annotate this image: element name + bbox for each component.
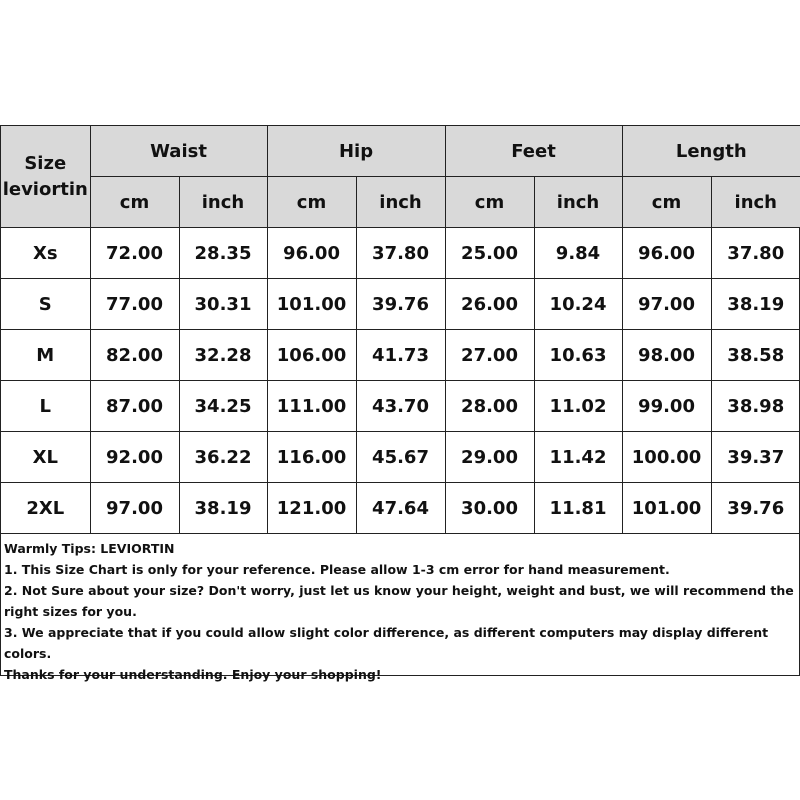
size-corner-header — [1, 126, 90, 228]
measurement-cell: 32.28 — [179, 330, 267, 381]
table-row — [1, 483, 800, 534]
header-row-units — [1, 177, 800, 228]
measurement-cell: 47.64 — [356, 483, 445, 534]
measurement-cell: 97.00 — [90, 483, 179, 534]
measurement-cell: 29.00 — [445, 432, 534, 483]
measurement-cell: 11.81 — [534, 483, 622, 534]
size-label-cell: S — [1, 279, 90, 330]
measurement-cell: 27.00 — [445, 330, 534, 381]
table-row — [1, 330, 800, 381]
measurement-cell: 77.00 — [90, 279, 179, 330]
size-label-cell: Xs — [1, 228, 90, 279]
measurement-cell: 28.00 — [445, 381, 534, 432]
table-row — [1, 432, 800, 483]
measurement-cell: 96.00 — [267, 228, 356, 279]
measurement-cell: 82.00 — [90, 330, 179, 381]
measurement-cell: 38.19 — [179, 483, 267, 534]
measurement-cell: 92.00 — [90, 432, 179, 483]
unit-header: inch — [534, 177, 622, 228]
measurement-cell: 101.00 — [267, 279, 356, 330]
measurement-cell: 10.24 — [534, 279, 622, 330]
tip-line: 1. This Size Chart is only for your reference. Please allow 1-3 cm error for hand measurement. — [4, 562, 670, 577]
tip-line: 3. We appreciate that if you could allow slight color difference, as different computers may display different colors. — [4, 625, 769, 661]
measurement-cell: 39.37 — [711, 432, 800, 483]
size-label-cell: L — [1, 381, 90, 432]
measurement-cell: 43.70 — [356, 381, 445, 432]
measurement-cell: 96.00 — [622, 228, 711, 279]
unit-header: cm — [90, 177, 179, 228]
measurement-cell: 106.00 — [267, 330, 356, 381]
size-label-cell: 2XL — [1, 483, 90, 534]
measurement-cell: 38.98 — [711, 381, 800, 432]
unit-header: inch — [179, 177, 267, 228]
measurement-cell: 97.00 — [622, 279, 711, 330]
measurement-cell: 38.58 — [711, 330, 800, 381]
size-label-cell: M — [1, 330, 90, 381]
measurement-cell: 116.00 — [267, 432, 356, 483]
measurement-cell: 39.76 — [356, 279, 445, 330]
measurement-cell: 39.76 — [711, 483, 800, 534]
measurement-cell: 25.00 — [445, 228, 534, 279]
tip-line: 2. Not Sure about your size? Don't worry, just let us know your height, weight and bust, we will recommend the right sizes for you. — [4, 583, 794, 619]
size-table — [1, 126, 800, 534]
measurement-cell: 36.22 — [179, 432, 267, 483]
tips-title: Warmly Tips: LEVIORTIN — [4, 541, 175, 556]
tips-section — [4, 538, 794, 685]
measurement-cell: 11.42 — [534, 432, 622, 483]
corner-line-2: leviortin — [2, 178, 88, 200]
measurement-cell: 37.80 — [356, 228, 445, 279]
measurement-cell: 34.25 — [179, 381, 267, 432]
measurement-cell: 26.00 — [445, 279, 534, 330]
unit-header: cm — [622, 177, 711, 228]
unit-header: inch — [711, 177, 800, 228]
group-header-length: Length — [622, 126, 800, 177]
measurement-cell: 100.00 — [622, 432, 711, 483]
measurement-cell: 30.31 — [179, 279, 267, 330]
table-body — [1, 228, 800, 534]
measurement-cell: 121.00 — [267, 483, 356, 534]
unit-header: cm — [267, 177, 356, 228]
measurement-cell: 37.80 — [711, 228, 800, 279]
measurement-cell: 28.35 — [179, 228, 267, 279]
unit-header: inch — [356, 177, 445, 228]
measurement-cell: 99.00 — [622, 381, 711, 432]
group-header-waist: Waist — [90, 126, 267, 177]
group-header-feet: Feet — [445, 126, 622, 177]
header-row-groups — [1, 126, 800, 177]
measurement-cell: 41.73 — [356, 330, 445, 381]
measurement-cell: 87.00 — [90, 381, 179, 432]
measurement-cell: 30.00 — [445, 483, 534, 534]
size-chart — [0, 125, 800, 682]
group-header-hip: Hip — [267, 126, 445, 177]
tip-line: Thanks for your understanding. Enjoy your shopping! — [4, 667, 382, 682]
unit-header: cm — [445, 177, 534, 228]
measurement-cell: 11.02 — [534, 381, 622, 432]
measurement-cell: 45.67 — [356, 432, 445, 483]
measurement-cell: 111.00 — [267, 381, 356, 432]
measurement-cell: 101.00 — [622, 483, 711, 534]
table-row — [1, 228, 800, 279]
measurement-cell: 98.00 — [622, 330, 711, 381]
measurement-cell: 10.63 — [534, 330, 622, 381]
corner-line-1: Size — [24, 152, 67, 174]
table-row — [1, 279, 800, 330]
measurement-cell: 38.19 — [711, 279, 800, 330]
table-row — [1, 381, 800, 432]
size-label-cell: XL — [1, 432, 90, 483]
measurement-cell: 9.84 — [534, 228, 622, 279]
measurement-cell: 72.00 — [90, 228, 179, 279]
